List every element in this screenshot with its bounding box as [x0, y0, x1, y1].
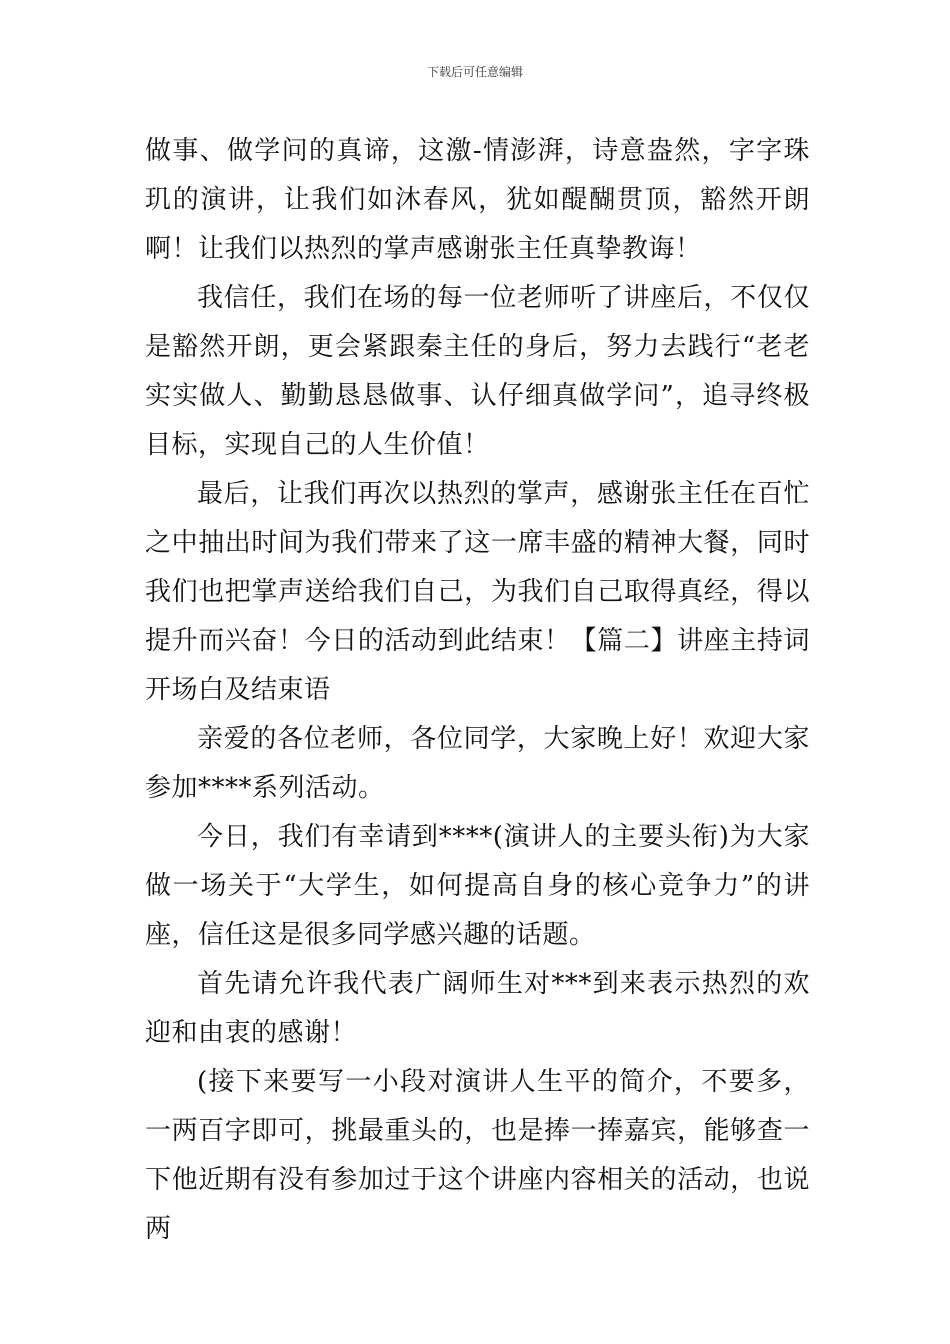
paragraph-6: 首先请允许我代表广阔师生对***到来表示热烈的欢迎和由衷的感谢！ [145, 969, 810, 1048]
document-body [145, 127, 810, 1254]
paragraph-7: (接下来要写一小段对演讲人生平的简介，不要多，一两百字即可，挑最重头的，也是捧一捧嘉宾，能够查一下他近期有没有参加过于这个讲座内容相关的活动，也说两 [145, 1067, 810, 1244]
paragraph-5: 今日，我们有幸请到****(演讲人的主要头衔)为大家做一场关于“大学生，如何提高自身的核心竞争力”的讲座，信任这是很多同学感兴趣的话题。 [145, 822, 810, 950]
paragraph-3: 最后，让我们再次以热烈的掌声，感谢张主任在百忙之中抽出时间为我们带来了这一席丰盛的精神大餐，同时我们也把掌声送给我们自己，为我们自己取得真经，得以提升而兴奋！今日的活动到此结束！【篇二】讲座主持词开场白及结束语 [145, 479, 810, 705]
paragraph-1: 做事、做学问的真谛，这激-情澎湃，诗意盎然，字字珠玑的演讲，让我们如沐春风，犹如醍醐贯顶，豁然开朗啊！让我们以热烈的掌声感谢张主任真挚教诲！ [145, 136, 810, 264]
paragraph-2: 我信任，我们在场的每一位老师听了讲座后，不仅仅是豁然开朗，更会紧跟秦主任的身后，努力去践行“老老实实做人、勤勤恳恳做事、认仔细真做学问”，追寻终极目标，实现自己的人生价值！ [145, 283, 810, 460]
page-header-note: 下载后可任意编辑 [426, 65, 523, 79]
paragraph-4: 亲爱的各位老师，各位同学，大家晚上好！欢迎大家参加****系列活动。 [145, 724, 810, 803]
